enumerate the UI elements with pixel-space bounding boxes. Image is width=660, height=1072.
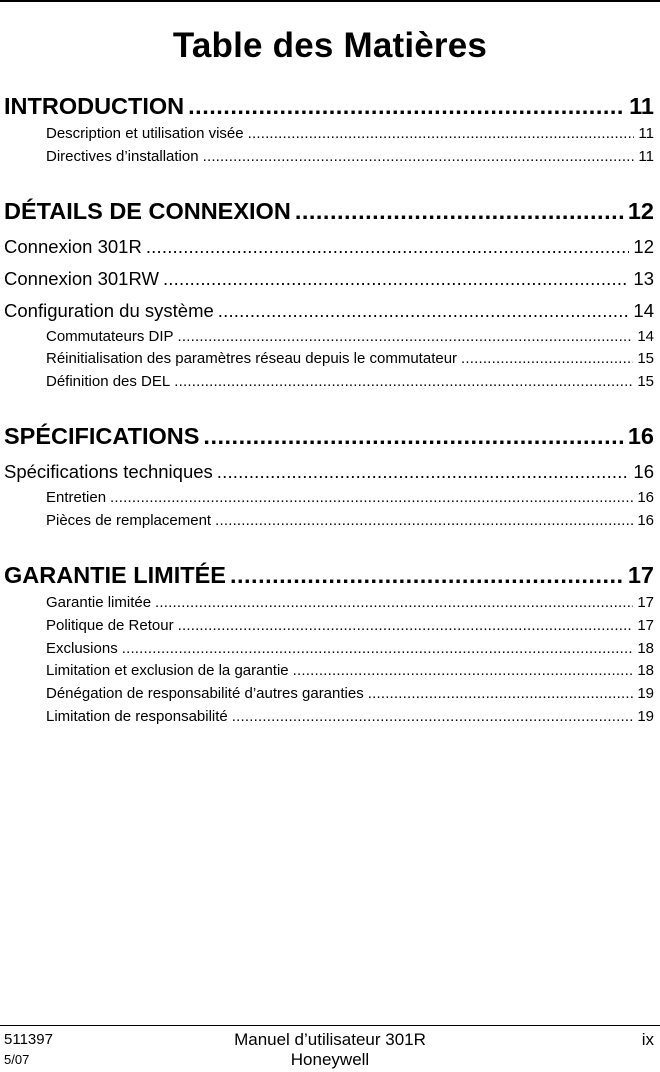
toc-entry-label: GARANTIE LIMITÉE xyxy=(4,562,226,588)
toc-entry-label: Limitation de responsabilité xyxy=(46,708,228,725)
toc-section-specifications[interactable] xyxy=(4,423,654,450)
page-title: Table des Matières xyxy=(172,26,488,65)
toc-entry[interactable] xyxy=(46,489,654,506)
toc-leader-dots xyxy=(178,328,634,345)
toc-subsection[interactable] xyxy=(4,461,654,483)
toc-page-number: 17 xyxy=(627,562,654,588)
toc-entry-label: Limitation et exclusion de la garantie xyxy=(46,662,289,679)
toc-leader-dots xyxy=(203,423,623,450)
toc-entry[interactable] xyxy=(46,148,654,165)
toc-leader-dots xyxy=(146,236,630,258)
toc-entry[interactable] xyxy=(46,662,654,679)
toc-entry-label: Directives d’installation xyxy=(46,148,199,165)
toc-entry-label: Réinitialisation des paramètres réseau depuis le commutateur xyxy=(46,350,458,367)
toc-page-number: 11 xyxy=(629,93,654,119)
toc-page-number: 11 xyxy=(638,148,654,165)
toc-page-number: 14 xyxy=(637,328,654,345)
toc-entry-label: INTRODUCTION xyxy=(4,93,185,119)
footer-page-number: ix xyxy=(641,1030,654,1049)
toc-leader-dots xyxy=(232,708,634,725)
toc-page-number: 15 xyxy=(637,373,654,390)
toc-entry-label: Connexion 301RW xyxy=(4,268,159,289)
toc-page-number: 12 xyxy=(633,236,654,257)
toc-entry-label: Politique de Retour xyxy=(46,617,174,634)
toc-leader-dots xyxy=(215,512,633,529)
toc-entry-label: Dénégation de responsabilité d’autres garanties xyxy=(46,685,364,702)
toc-page-number: 15 xyxy=(637,350,654,367)
toc-leader-dots xyxy=(295,198,624,225)
footer-brand: Honeywell xyxy=(290,1050,370,1069)
toc-entry[interactable] xyxy=(46,617,654,634)
toc-page-number: 12 xyxy=(627,198,654,224)
toc-entry-label: SPÉCIFICATIONS xyxy=(4,423,200,449)
toc-page-number: 16 xyxy=(637,512,654,529)
toc-leader-dots xyxy=(178,617,634,634)
toc-leader-dots xyxy=(163,268,629,290)
toc-entry-label: Connexion 301R xyxy=(4,236,142,257)
toc-entry[interactable] xyxy=(46,708,654,725)
toc-entry-label: Exclusions xyxy=(46,640,118,657)
top-rule xyxy=(0,0,660,2)
toc-leader-dots xyxy=(217,461,630,483)
toc-page-number: 16 xyxy=(627,423,654,449)
toc-leader-dots xyxy=(248,125,635,142)
toc-entry[interactable] xyxy=(46,328,654,345)
footer-date: 5/07 xyxy=(4,1052,30,1067)
toc-entry[interactable] xyxy=(46,125,654,142)
toc-section-garantie[interactable] xyxy=(4,562,654,589)
toc-subsection[interactable] xyxy=(4,300,654,322)
toc-page-number: 11 xyxy=(638,125,654,142)
toc-leader-dots xyxy=(174,373,633,390)
toc-page-number: 19 xyxy=(637,708,654,725)
toc-page-number: 13 xyxy=(633,268,654,289)
footer-manual-title: Manuel d’utilisateur 301R xyxy=(234,1030,426,1049)
toc-entry-label: Définition des DEL xyxy=(46,373,171,390)
toc-entry-label: DÉTAILS DE CONNEXION xyxy=(4,198,291,224)
toc-entry-label: Commutateurs DIP xyxy=(46,328,174,345)
toc-leader-dots xyxy=(461,350,633,367)
toc-page-number: 16 xyxy=(637,489,654,506)
toc-entry-label: Spécifications techniques xyxy=(4,461,213,482)
toc-entry-label: Description et utilisation visée xyxy=(46,125,244,142)
toc-entry[interactable] xyxy=(46,350,654,367)
toc-page-number: 18 xyxy=(637,662,654,679)
toc-entry[interactable] xyxy=(46,373,654,390)
toc-page-number: 17 xyxy=(637,594,654,611)
toc-leader-dots xyxy=(368,685,634,702)
toc-entry[interactable] xyxy=(46,685,654,702)
toc-entry-label: Pièces de remplacement xyxy=(46,512,212,529)
toc-entry[interactable] xyxy=(46,640,654,657)
toc-leader-dots xyxy=(293,662,634,679)
toc-entry-label: Configuration du système xyxy=(4,300,214,321)
toc-entry-label: Entretien xyxy=(46,489,107,506)
toc-entry-label: Garantie limitée xyxy=(46,594,152,611)
toc-subsection[interactable] xyxy=(4,236,654,258)
toc-entry[interactable] xyxy=(46,594,654,611)
toc-subsection[interactable] xyxy=(4,268,654,290)
toc-leader-dots xyxy=(110,489,633,506)
toc-leader-dots xyxy=(122,640,634,657)
toc-leader-dots xyxy=(218,300,630,322)
toc-leader-dots xyxy=(155,594,633,611)
toc-section-introduction[interactable] xyxy=(4,93,654,120)
toc-leader-dots xyxy=(188,93,625,120)
toc-leader-dots xyxy=(230,562,624,589)
toc-leader-dots xyxy=(203,148,635,165)
footer-rule xyxy=(0,1025,660,1026)
toc-page-number: 18 xyxy=(637,640,654,657)
toc-entry[interactable] xyxy=(46,512,654,529)
toc-page-number: 14 xyxy=(633,300,654,321)
toc-page-number: 17 xyxy=(637,617,654,634)
toc-page-number: 16 xyxy=(633,461,654,482)
toc-section-connexion[interactable] xyxy=(4,198,654,225)
footer-doc-number: 511397 xyxy=(4,1031,53,1048)
toc-page-number: 19 xyxy=(637,685,654,702)
